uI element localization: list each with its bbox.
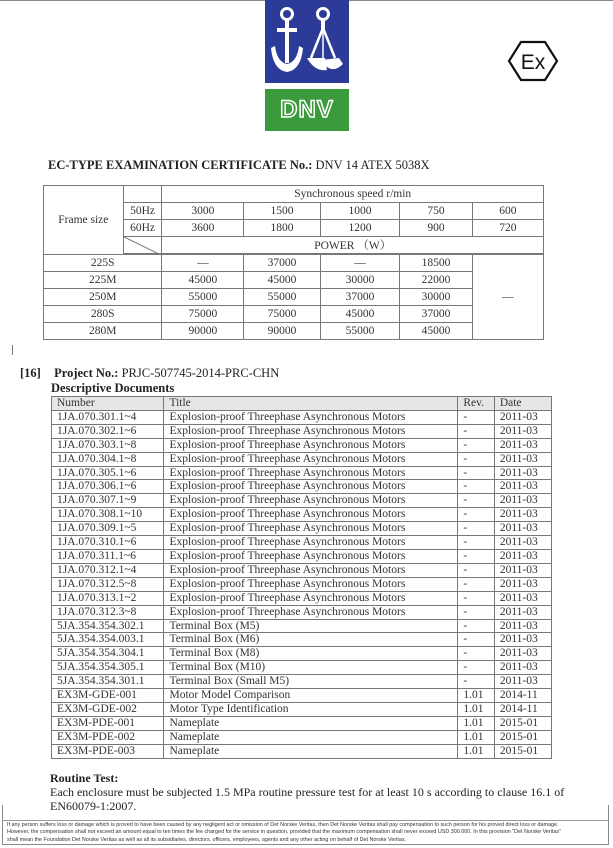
table-row <box>52 675 552 689</box>
doc-title: Explosion-proof Threephase Asynchronous Motors <box>164 452 458 466</box>
doc-date: 2011-03 <box>494 619 551 633</box>
power-cell: 45000 <box>162 272 244 289</box>
table-row <box>52 619 552 633</box>
doc-date: 2011-03 <box>494 536 551 550</box>
doc-number: 5JA.354.354.003.1 <box>52 633 164 647</box>
doc-date: 2011-03 <box>494 577 551 591</box>
doc-number: 1JA.070.312.5~8 <box>52 577 164 591</box>
empty-cell <box>123 186 162 203</box>
doc-date: 2011-03 <box>494 675 551 689</box>
doc-date: 2011-03 <box>494 605 551 619</box>
doc-number: 5JA.354.354.304.1 <box>52 647 164 661</box>
table-row <box>52 605 552 619</box>
power-header: POWER （W） <box>162 237 544 255</box>
hz50-label: 50Hz <box>123 203 162 220</box>
table-row <box>52 536 552 550</box>
frame-size-header: Frame size <box>44 186 124 255</box>
power-cell: 90000 <box>244 323 321 340</box>
doc-date: 2014-11 <box>494 702 551 716</box>
col-header-date: Date <box>494 397 551 411</box>
doc-title: Explosion-proof Threephase Asynchronous Motors <box>164 605 458 619</box>
table-row <box>52 744 552 758</box>
doc-number: 5JA.354.354.305.1 <box>52 661 164 675</box>
table-row <box>52 410 552 424</box>
speed-50: 750 <box>400 203 472 220</box>
dnv-wordmark <box>265 89 349 131</box>
doc-number: EX3M-PDE-002 <box>52 730 164 744</box>
doc-title: Explosion-proof Threephase Asynchronous Motors <box>164 549 458 563</box>
power-cell: 30000 <box>320 272 400 289</box>
doc-rev: - <box>458 452 494 466</box>
frame-cell: 225S <box>44 254 162 272</box>
doc-rev: - <box>458 480 494 494</box>
doc-rev: 1.01 <box>458 730 494 744</box>
power-cell: 37000 <box>244 254 321 272</box>
hz60-label: 60Hz <box>123 220 162 237</box>
power-cell: 45000 <box>320 306 400 323</box>
power-cell: 22000 <box>400 272 472 289</box>
power-cell: — <box>162 254 244 272</box>
doc-number: 1JA.070.308.1~10 <box>52 508 164 522</box>
power-cell: 37000 <box>400 306 472 323</box>
table-row <box>52 730 552 744</box>
table-row <box>52 716 552 730</box>
doc-rev: - <box>458 647 494 661</box>
doc-date: 2011-03 <box>494 563 551 577</box>
doc-number: 1JA.070.304.1~8 <box>52 452 164 466</box>
doc-rev: - <box>458 522 494 536</box>
table-row <box>52 522 552 536</box>
table-row <box>52 438 552 452</box>
doc-title: Terminal Box (M10) <box>164 661 458 675</box>
doc-rev: - <box>458 549 494 563</box>
doc-number: 1JA.070.301.1~4 <box>52 410 164 424</box>
doc-number: 1JA.070.311.1~6 <box>52 549 164 563</box>
doc-number: 1JA.070.313.1~2 <box>52 591 164 605</box>
doc-number: 1JA.070.312.1~4 <box>52 563 164 577</box>
descriptive-documents-title: Descriptive Documents <box>51 381 175 395</box>
doc-title: Motor Model Comparison <box>164 689 458 703</box>
doc-date: 2014-11 <box>494 689 551 703</box>
doc-rev: - <box>458 675 494 689</box>
doc-date: 2011-03 <box>494 452 551 466</box>
doc-number: 5JA.354.354.302.1 <box>52 619 164 633</box>
atex-ex-icon <box>507 40 559 82</box>
doc-title: Explosion-proof Threephase Asynchronous Motors <box>164 480 458 494</box>
project-line <box>20 366 279 381</box>
doc-title: Explosion-proof Threephase Asynchronous Motors <box>164 424 458 438</box>
doc-number: 5JA.354.354.301.1 <box>52 675 164 689</box>
certificate-number-line <box>48 158 430 173</box>
doc-number: 1JA.070.312.3~8 <box>52 605 164 619</box>
table-row <box>52 452 552 466</box>
table-row <box>52 466 552 480</box>
table-row <box>52 424 552 438</box>
power-cell: 55000 <box>162 289 244 306</box>
doc-date: 2011-03 <box>494 438 551 452</box>
doc-title: Explosion-proof Threephase Asynchronous Motors <box>164 494 458 508</box>
footer-line: However, the compensation shall not exceed an amount equal to ten times the fee charged for the service in question, provided that the maximum compensation shall never exceed USD 300.000. In this provision "Det Norske Veritas" <box>7 829 561 836</box>
doc-title: Terminal Box (M8) <box>164 647 458 661</box>
doc-title: Explosion-proof Threephase Asynchronous Motors <box>164 410 458 424</box>
col-header-number: Number <box>52 397 164 411</box>
text-cursor <box>12 345 13 355</box>
frame-cell: 225M <box>44 272 162 289</box>
doc-rev: - <box>458 494 494 508</box>
doc-title: Explosion-proof Threephase Asynchronous Motors <box>164 577 458 591</box>
doc-title: Nameplate <box>164 716 458 730</box>
doc-date: 2011-03 <box>494 661 551 675</box>
doc-date: 2011-03 <box>494 410 551 424</box>
power-cell-600: — <box>472 254 543 340</box>
table-row <box>52 549 552 563</box>
speed-50: 1000 <box>320 203 400 220</box>
power-speed-table <box>43 185 544 340</box>
speed-60: 3600 <box>162 220 244 237</box>
doc-number: 1JA.070.310.1~6 <box>52 536 164 550</box>
speed-60: 1800 <box>244 220 321 237</box>
speed-50: 3000 <box>162 203 244 220</box>
speed-60: 1200 <box>320 220 400 237</box>
routine-test-text: Each enclosure must be subjected 1.5 MPa routine pressure test for at least 10 s according to clause 16.1 of EN60079-1:2007. <box>50 785 565 813</box>
doc-number: 1JA.070.309.1~5 <box>52 522 164 536</box>
table-row <box>52 689 552 703</box>
table-row <box>52 508 552 522</box>
footer-frame <box>2 805 609 820</box>
dnv-logo <box>265 0 349 131</box>
doc-rev: - <box>458 661 494 675</box>
doc-date: 2011-03 <box>494 647 551 661</box>
doc-rev: - <box>458 577 494 591</box>
doc-title: Motor Type Identification <box>164 702 458 716</box>
doc-rev: - <box>458 591 494 605</box>
footer-line: shall mean the Foundation Det Norske Veritas as well as all its subsidiaries, directors, officers, employees, agents and any other acting on behalf of Det Norske Veritas. <box>7 836 407 843</box>
col-header-title: Title <box>164 397 458 411</box>
doc-number: 1JA.070.305.1~6 <box>52 466 164 480</box>
doc-title: Explosion-proof Threephase Asynchronous Motors <box>164 522 458 536</box>
doc-title: Explosion-proof Threephase Asynchronous Motors <box>164 536 458 550</box>
frame-cell: 280M <box>44 323 162 340</box>
speed-60: 720 <box>472 220 543 237</box>
sync-speed-header: Synchronous speed r/min <box>162 186 544 203</box>
doc-number: EX3M-PDE-003 <box>52 744 164 758</box>
doc-rev: - <box>458 410 494 424</box>
doc-number: 1JA.070.306.1~6 <box>52 480 164 494</box>
doc-number: 1JA.070.302.1~6 <box>52 424 164 438</box>
doc-title: Terminal Box (M5) <box>164 619 458 633</box>
doc-rev: 1.01 <box>458 744 494 758</box>
doc-title: Explosion-proof Threephase Asynchronous Motors <box>164 591 458 605</box>
doc-number: 1JA.070.307.1~9 <box>52 494 164 508</box>
doc-title: Explosion-proof Threephase Asynchronous Motors <box>164 508 458 522</box>
table-row <box>52 480 552 494</box>
doc-number: EX3M-PDE-001 <box>52 716 164 730</box>
doc-rev: - <box>458 633 494 647</box>
documents-table <box>51 396 552 759</box>
power-cell: 18500 <box>400 254 472 272</box>
section-index: [16] <box>20 366 41 380</box>
doc-title: Nameplate <box>164 744 458 758</box>
power-cell: — <box>320 254 400 272</box>
doc-rev: - <box>458 466 494 480</box>
table-row <box>52 577 552 591</box>
doc-number: EX3M-GDE-002 <box>52 702 164 716</box>
dnv-logo-text: DNV <box>280 96 334 123</box>
doc-date: 2011-03 <box>494 494 551 508</box>
table-row <box>52 563 552 577</box>
doc-date: 2011-03 <box>494 591 551 605</box>
table-row <box>52 647 552 661</box>
doc-number: 1JA.070.303.1~8 <box>52 438 164 452</box>
doc-date: 2015-01 <box>494 730 551 744</box>
table-row <box>52 702 552 716</box>
certificate-number: DNV 14 ATEX 5038X <box>315 158 430 172</box>
doc-rev: - <box>458 605 494 619</box>
doc-title: Explosion-proof Threephase Asynchronous Motors <box>164 438 458 452</box>
frame-cell: 250M <box>44 289 162 306</box>
doc-date: 2011-03 <box>494 633 551 647</box>
doc-date: 2015-01 <box>494 744 551 758</box>
doc-rev: - <box>458 563 494 577</box>
project-number: PRJC-507745-2014-PRC-CHN <box>121 366 280 380</box>
doc-title: Explosion-proof Threephase Asynchronous Motors <box>164 466 458 480</box>
doc-rev: 1.01 <box>458 702 494 716</box>
doc-rev: 1.01 <box>458 716 494 730</box>
doc-number: EX3M-GDE-001 <box>52 689 164 703</box>
power-cell: 30000 <box>400 289 472 306</box>
power-cell: 45000 <box>244 272 321 289</box>
ex-label: Ex <box>520 51 546 74</box>
doc-date: 2011-03 <box>494 480 551 494</box>
speed-50: 1500 <box>244 203 321 220</box>
doc-title: Terminal Box (M6) <box>164 633 458 647</box>
frame-cell: 280S <box>44 306 162 323</box>
doc-date: 2011-03 <box>494 549 551 563</box>
doc-date: 2011-03 <box>494 424 551 438</box>
power-cell: 75000 <box>162 306 244 323</box>
doc-rev: 1.01 <box>458 689 494 703</box>
speed-60: 900 <box>400 220 472 237</box>
speed-50: 600 <box>472 203 543 220</box>
doc-rev: - <box>458 438 494 452</box>
footer-line: If any person suffers loss or damage which is proved to have been caused by any negligent act or omission of Det Norske Veritas, then Det Norske Veritas shall pay compensation to such person for his proved direct loss or damage. <box>7 822 559 828</box>
doc-rev: - <box>458 508 494 522</box>
power-cell: 55000 <box>320 323 400 340</box>
doc-date: 2011-03 <box>494 508 551 522</box>
anchor-scales-icon <box>265 0 349 83</box>
table-row <box>52 633 552 647</box>
doc-rev: - <box>458 619 494 633</box>
doc-rev: - <box>458 536 494 550</box>
doc-title: Explosion-proof Threephase Asynchronous Motors <box>164 563 458 577</box>
power-cell: 90000 <box>162 323 244 340</box>
power-cell: 45000 <box>400 323 472 340</box>
diagonal-cell <box>123 237 162 255</box>
doc-rev: - <box>458 424 494 438</box>
power-cell: 75000 <box>244 306 321 323</box>
table-row <box>52 591 552 605</box>
doc-date: 2011-03 <box>494 466 551 480</box>
doc-date: 2015-01 <box>494 716 551 730</box>
power-cell: 55000 <box>244 289 321 306</box>
doc-title: Terminal Box (Small M5) <box>164 675 458 689</box>
certificate-label: EC-TYPE EXAMINATION CERTIFICATE No.: <box>48 158 313 172</box>
power-cell: 37000 <box>320 289 400 306</box>
routine-test-title: Routine Test: <box>50 771 119 785</box>
doc-title: Nameplate <box>164 730 458 744</box>
doc-date: 2011-03 <box>494 522 551 536</box>
col-header-rev: Rev. <box>458 397 494 411</box>
project-label: Project No.: <box>54 366 119 380</box>
table-row <box>52 494 552 508</box>
liability-footer <box>2 820 609 845</box>
table-row <box>52 661 552 675</box>
